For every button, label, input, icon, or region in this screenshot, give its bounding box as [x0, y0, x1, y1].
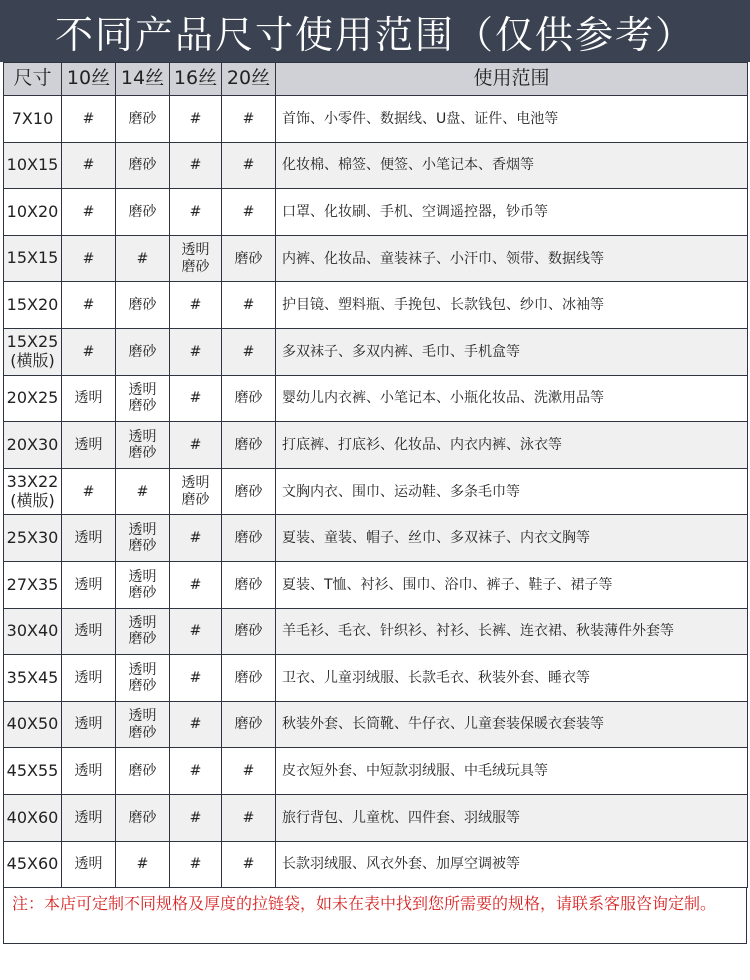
- cell-20si: #: [222, 748, 276, 795]
- header-size: 尺寸: [4, 63, 62, 96]
- cell-16si: #: [170, 701, 222, 748]
- cell-14si: 磨砂: [116, 142, 170, 189]
- usage-cell: 皮衣短外套、中短款羽绒服、中毛绒玩具等: [276, 748, 748, 795]
- size-cell: 30X40: [4, 608, 62, 655]
- table-row: [4, 561, 748, 608]
- cell-10si: #: [62, 235, 116, 282]
- size-cell: 40X60: [4, 794, 62, 841]
- cell-14si: 透明 磨砂: [116, 701, 170, 748]
- cell-10si: #: [62, 189, 116, 236]
- cell-16si: 透明 磨砂: [170, 468, 222, 515]
- cell-10si: 透明: [62, 375, 116, 422]
- usage-cell: 羊毛衫、毛衣、针织衫、衬衫、长裤、连衣裙、秋装薄件外套等: [276, 608, 748, 655]
- cell-20si: 磨砂: [222, 515, 276, 562]
- cell-16si: #: [170, 282, 222, 329]
- cell-10si: 透明: [62, 841, 116, 888]
- size-cell: 35X45: [4, 655, 62, 702]
- table-row: [4, 608, 748, 655]
- cell-20si: 磨砂: [222, 608, 276, 655]
- size-cell: 40X50: [4, 701, 62, 748]
- cell-16si: #: [170, 794, 222, 841]
- cell-16si: #: [170, 96, 222, 143]
- table-row: [4, 422, 748, 469]
- cell-16si: #: [170, 515, 222, 562]
- cell-10si: #: [62, 96, 116, 143]
- cell-20si: 磨砂: [222, 375, 276, 422]
- usage-cell: 卫衣、儿童羽绒服、长款毛衣、秋装外套、睡衣等: [276, 655, 748, 702]
- table-row: [4, 468, 748, 515]
- table-row: [4, 794, 748, 841]
- cell-14si: 透明 磨砂: [116, 375, 170, 422]
- cell-14si: 磨砂: [116, 794, 170, 841]
- cell-16si: #: [170, 841, 222, 888]
- usage-cell: 秋装外套、长筒靴、牛仔衣、儿童套装保暖衣套装等: [276, 701, 748, 748]
- cell-20si: #: [222, 189, 276, 236]
- size-cell: 20X30: [4, 422, 62, 469]
- cell-10si: #: [62, 142, 116, 189]
- cell-10si: #: [62, 468, 116, 515]
- size-cell: 15X25 (横版): [4, 328, 62, 375]
- cell-14si: 磨砂: [116, 328, 170, 375]
- size-cell: 10X15: [4, 142, 62, 189]
- table-row: [4, 515, 748, 562]
- cell-10si: 透明: [62, 608, 116, 655]
- cell-16si: 透明 磨砂: [170, 235, 222, 282]
- usage-cell: 护目镜、塑料瓶、手挽包、长款钱包、纱巾、冰袖等: [276, 282, 748, 329]
- cell-20si: 磨砂: [222, 561, 276, 608]
- cell-14si: #: [116, 468, 170, 515]
- cell-10si: 透明: [62, 701, 116, 748]
- usage-cell: 化妆棉、棉签、便签、小笔记本、香烟等: [276, 142, 748, 189]
- cell-10si: #: [62, 328, 116, 375]
- table-row: [4, 96, 748, 143]
- cell-20si: 磨砂: [222, 468, 276, 515]
- custom-order-note: 注：本店可定制不同规格及厚度的拉链袋，如未在表中找到您所需要的规格，请联系客服咨询定制。: [3, 888, 747, 944]
- table-row: [4, 748, 748, 795]
- cell-10si: 透明: [62, 422, 116, 469]
- header-usage: 使用范围: [276, 63, 748, 96]
- usage-cell: 旅行背包、儿童枕、四件套、羽绒服等: [276, 794, 748, 841]
- cell-10si: 透明: [62, 748, 116, 795]
- size-cell: 15X15: [4, 235, 62, 282]
- cell-10si: 透明: [62, 561, 116, 608]
- cell-20si: #: [222, 841, 276, 888]
- usage-cell: 夏装、T恤、衬衫、围巾、浴巾、裤子、鞋子、裙子等: [276, 561, 748, 608]
- cell-14si: 透明 磨砂: [116, 561, 170, 608]
- usage-cell: 打底裤、打底衫、化妆品、内衣内裤、泳衣等: [276, 422, 748, 469]
- cell-10si: 透明: [62, 655, 116, 702]
- cell-16si: #: [170, 375, 222, 422]
- cell-20si: #: [222, 96, 276, 143]
- size-cell: 20X25: [4, 375, 62, 422]
- usage-cell: 多双袜子、多双内裤、毛巾、手机盒等: [276, 328, 748, 375]
- cell-16si: #: [170, 655, 222, 702]
- cell-20si: 磨砂: [222, 701, 276, 748]
- cell-14si: 磨砂: [116, 189, 170, 236]
- cell-14si: 磨砂: [116, 96, 170, 143]
- table-row: [4, 841, 748, 888]
- usage-cell: 文胸内衣、围巾、运动鞋、多条毛巾等: [276, 468, 748, 515]
- cell-14si: 透明 磨砂: [116, 608, 170, 655]
- cell-10si: 透明: [62, 515, 116, 562]
- cell-10si: #: [62, 282, 116, 329]
- cell-14si: #: [116, 235, 170, 282]
- cell-14si: 磨砂: [116, 748, 170, 795]
- header-16si: 16丝: [170, 63, 222, 96]
- usage-cell: 内裤、化妆品、童装袜子、小汗巾、领带、数据线等: [276, 235, 748, 282]
- cell-20si: #: [222, 142, 276, 189]
- table-header-row: [4, 63, 748, 96]
- size-table: [3, 62, 748, 888]
- cell-14si: 磨砂: [116, 282, 170, 329]
- cell-16si: #: [170, 561, 222, 608]
- cell-10si: 透明: [62, 794, 116, 841]
- table-row: [4, 189, 748, 236]
- cell-20si: 磨砂: [222, 235, 276, 282]
- cell-20si: #: [222, 328, 276, 375]
- header-10si: 10丝: [62, 63, 116, 96]
- table-row: [4, 375, 748, 422]
- size-cell: 7X10: [4, 96, 62, 143]
- size-cell: 45X55: [4, 748, 62, 795]
- usage-cell: 口罩、化妆刷、手机、空调遥控器，钞币等: [276, 189, 748, 236]
- table-row: [4, 142, 748, 189]
- cell-20si: #: [222, 794, 276, 841]
- cell-16si: #: [170, 748, 222, 795]
- table-row: [4, 328, 748, 375]
- cell-16si: #: [170, 422, 222, 469]
- usage-cell: 婴幼儿内衣裤、小笔记本、小瓶化妆品、洗漱用品等: [276, 375, 748, 422]
- table-row: [4, 282, 748, 329]
- table-row: [4, 655, 748, 702]
- usage-cell: 首饰、小零件、数据线、U盘、证件、电池等: [276, 96, 748, 143]
- usage-cell: 长款羽绒服、风衣外套、加厚空调被等: [276, 841, 748, 888]
- usage-cell: 夏装、童装、帽子、丝巾、多双袜子、内衣文胸等: [276, 515, 748, 562]
- cell-16si: #: [170, 608, 222, 655]
- size-cell: 25X30: [4, 515, 62, 562]
- table-row: [4, 701, 748, 748]
- cell-14si: 透明 磨砂: [116, 422, 170, 469]
- header-14si: 14丝: [116, 63, 170, 96]
- header-20si: 20丝: [222, 63, 276, 96]
- cell-16si: #: [170, 328, 222, 375]
- size-cell: 15X20: [4, 282, 62, 329]
- cell-14si: 透明 磨砂: [116, 655, 170, 702]
- table-body: [4, 96, 748, 888]
- size-cell: 27X35: [4, 561, 62, 608]
- size-cell: 10X20: [4, 189, 62, 236]
- cell-20si: 磨砂: [222, 422, 276, 469]
- cell-20si: 磨砂: [222, 655, 276, 702]
- cell-16si: #: [170, 189, 222, 236]
- page-title: 不同产品尺寸使用范围（仅供参考）: [0, 0, 750, 62]
- cell-16si: #: [170, 142, 222, 189]
- size-cell: 33X22 (横版): [4, 468, 62, 515]
- cell-14si: 透明 磨砂: [116, 515, 170, 562]
- size-cell: 45X60: [4, 841, 62, 888]
- cell-14si: #: [116, 841, 170, 888]
- table-row: [4, 235, 748, 282]
- cell-20si: #: [222, 282, 276, 329]
